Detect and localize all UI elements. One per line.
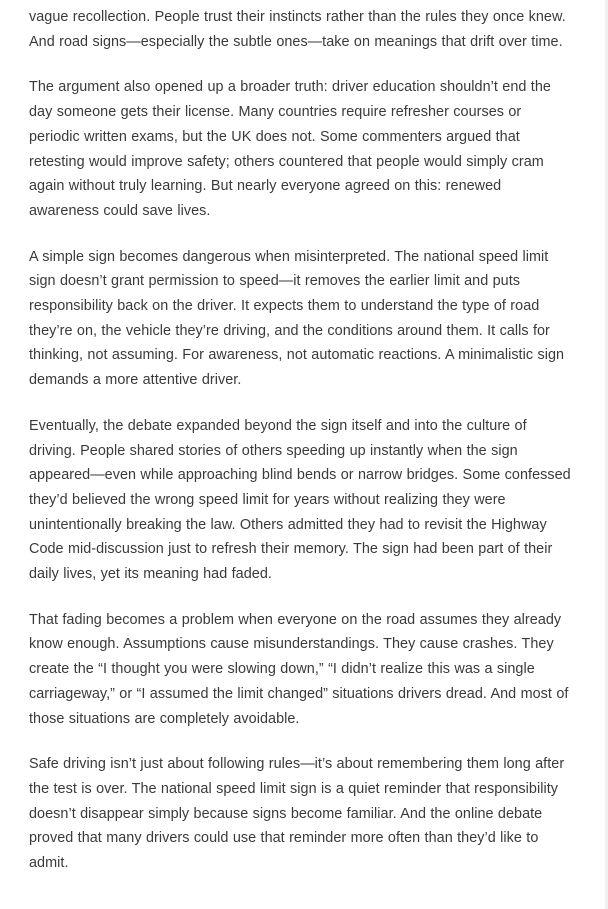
paragraph-5: That fading becomes a problem when everyone on the road assumes they already know enough. Assumptions cause misunderstandings. They cause crashes. They create the “I thought you were slowing down,” “I didn’t realize this was a single carriageway,” or “I assumed the limit changed” situations drivers dread. And most of those situations are completely avoidable. bbox=[29, 611, 569, 727]
article-body bbox=[29, 5, 575, 897]
paragraph-4: Eventually, the debate expanded beyond the sign itself and into the culture of driving. People shared stories of others speeding up instantly when the sign appeared—even while approaching blind bends or narrow bridges. Some confessed they’d believed the wrong speed limit for years without realizing they were unintentionally breaking the law. Others admitted they had to revisit the Highway Code mid-discussion just to refresh their memory. The sign had been part of their daily lives, yet its meaning had faded. bbox=[29, 417, 571, 583]
paragraph-3: A simple sign becomes dangerous when misinterpreted. The national speed limit sign doesn’t grant permission to speed—it removes the earlier limit and puts responsibility back on the driver. It expects them to understand the type of road they’re on, the vehicle they’re driving, and the conditions around them. It calls for thinking, not assuming. For awareness, not automatic reactions. A minimalistic sign demands a more attentive driver. bbox=[29, 248, 565, 389]
paragraph-1: vague recollection. People trust their instincts rather than the rules they once knew. And road signs—especially the subtle ones—take on meanings that drift over time. bbox=[29, 9, 566, 50]
paragraph-2: The argument also opened up a broader truth: driver education shouldn’t end the day someone gets their license. Many countries require refresher courses or periodic written exams, but the UK does not. Some commenters argued that retesting would improve safety; others countered that people would simply cram again without truly learning. But nearly everyone agreed on this: renewed awareness could save lives. bbox=[29, 79, 551, 219]
paragraph-6: Safe driving isn’t just about following rules—it’s about remembering them long after the test is over. The national speed limit sign is a quiet reminder that responsibility doesn’t disappear simply because signs become familiar. And the online debate proved that many drivers could use that reminder more often than they’d like to admit. bbox=[29, 756, 565, 872]
